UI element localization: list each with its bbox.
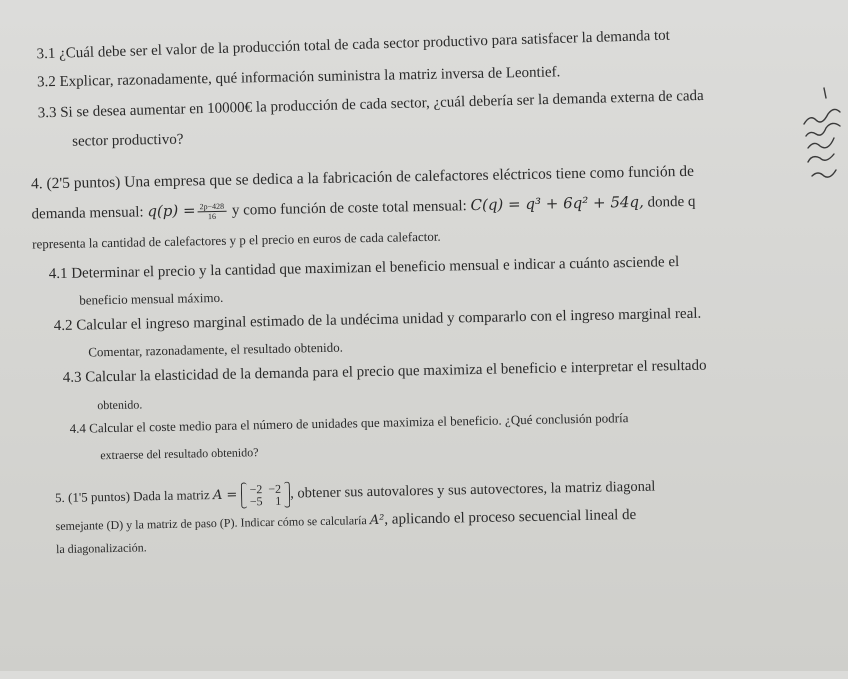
demand-fraction [197,202,226,222]
matrix-a [240,483,290,508]
q5-process-text: , aplicando el proceso secuencial lineal de [384,506,637,528]
question-4-line1: 4. (2'5 puntos) Una empresa que se dedica a la fabricación de calefactores eléctricos tiene como función de [30,162,695,193]
matrix-cell: −5 [249,494,263,509]
question-3-3-line1: 3.3 Si se desea aumentar en 10000€ la producción de cada sector, ¿cuál debería ser la demanda externa de cada [37,87,704,122]
question-4-line3: representa la cantidad de calefactores y p el precio en euros de cada calefactor. [32,228,441,252]
matrix-power: A² [369,512,385,529]
question-3-1: 3.1 ¿Cuál debe ser el valor de la producción total de cada sector productivo para satisfacer la demanda tot [36,27,671,63]
demand-label: demanda mensual: [31,204,144,223]
question-3-3-line2: sector productivo? [72,131,184,150]
question-4-4-line1: 4.4 Calcular el coste medio para el número de unidades que maximiza el beneficio. ¿Qué conclusión podría [69,410,629,436]
cost-label: y como función de coste total mensual: [231,198,467,219]
question-4-3-line1: 4.3 Calcular la elasticidad de la demanda para el precio que maximiza el beneficio e interpretar el resultado [62,357,707,386]
question-4-3-line2: obtenido. [97,397,143,413]
question-4-1-line2: beneficio mensual máximo. [79,289,224,308]
handwritten-margin-notes [800,84,848,194]
question-4-2-line1: 4.2 Calcular el ingreso marginal estimado de la undécima unidad y compararlo con el ingreso marginal real. [53,305,702,335]
question-5-line1 [55,476,656,512]
fraction-numerator: 2p−428 [197,202,226,213]
cost-trailing-text: donde q [647,193,696,211]
matrix-cell: −2 [268,481,282,497]
matrix-symbol: A = [212,487,238,504]
question-3-2: 3.2 Explicar, razonadamente, qué información suministra la matriz inversa de Leontief. [36,64,561,91]
question-5-line3: la diagonalización. [55,540,147,557]
demand-function: q(p) = [147,201,196,221]
question-4-2-line2: Comentar, razonadamente, el resultado obtenido. [88,339,344,360]
matrix-cell: 1 [275,493,282,508]
question-5-line2 [55,506,636,536]
q5-similar-text: semejante (D) y la matriz de paso (P). Indicar cómo se calcularía [55,513,367,534]
question-4-1-line1: 4.1 Determinar el precio y la cantidad que maximizan el beneficio mensual e indicar a cuánto asciende el [48,254,680,283]
question-4-4-line2: extraerse del resultado obtenido? [100,445,259,463]
question-4-line2 [31,192,695,225]
q5-task: , obtener sus autovalores y sus autovectores, la matriz diagonal [290,478,656,502]
q5-intro: 5. (1'5 puntos) Dada la matriz [54,487,210,506]
cost-function: C(q) = q³ + 6q² + 54q, [470,192,644,215]
fraction-denominator: 16 [207,212,217,222]
matrix-cell: −2 [249,482,263,497]
